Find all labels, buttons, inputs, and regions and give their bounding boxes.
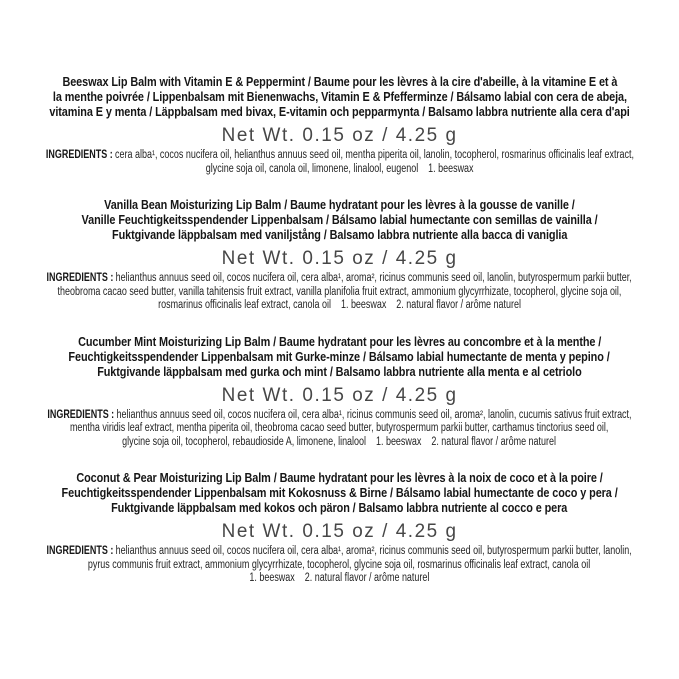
section-vanilla-bean <box>0 198 679 313</box>
net-weight-text: Net Wt. 0.15 oz / 4.25 g <box>221 124 458 146</box>
product-title <box>0 335 679 380</box>
section-beeswax-vitamin-e-peppermint <box>0 75 679 176</box>
ingredients-line: glycine soja oil, tocopherol, rebaudioside A, limonene, linalool 1. beeswax 2. natural flavor / arôme naturel <box>122 435 557 448</box>
section-cucumber-mint <box>0 335 679 450</box>
net-weight <box>0 520 679 542</box>
ingredients-line: theobroma cacao seed butter, vanilla tahitensis fruit extract, vanilla planifolia fruit extract, ammonium glycyrrhizate, tocopherol, glycine soja oil, <box>57 285 622 298</box>
net-weight-text: Net Wt. 0.15 oz / 4.25 g <box>221 383 458 406</box>
ingredients-list <box>0 272 679 313</box>
title-line: Fuktgivande läppbalsam med kokos och päron / Balsamo labbra nutriente al cocco e pera <box>111 501 568 515</box>
ingredients-label: INGREDIENTS : <box>45 149 113 161</box>
net-weight-text: Net Wt. 0.15 oz / 4.25 g <box>221 247 458 269</box>
title-line: Vanilla Bean Moisturizing Lip Balm / Baume hydratant pour les lèvres à la gousse de vanille / <box>104 198 575 212</box>
ingredients-list <box>0 409 679 450</box>
title-line: Vanille Feuchtigkeitsspendender Lippenbalsam / Bálsamo labial humectante con semillas de vainilla / <box>81 213 598 227</box>
title-line: Fuktgivande läppbalsam med vaniljstång / Balsamo labbra nutriente alla bacca di vaniglia <box>111 228 568 242</box>
ingredients-line: helianthus annuus seed oil, cocos nucifera oil, cera alba¹, aroma², ricinus communis seed oil, lanolin, butyrospermum parkii butter, <box>116 272 633 284</box>
net-weight <box>0 247 679 269</box>
net-weight-text: Net Wt. 0.15 oz / 4.25 g <box>221 520 458 542</box>
section-coconut-pear <box>0 471 679 586</box>
net-weight <box>0 384 679 406</box>
title-line: vitamina E y menta / Läppbalsam med bivax, E-vitamin och pepparmynta / Balsamo labbra nutriente alla cera d'api <box>49 105 630 119</box>
product-title <box>0 471 679 516</box>
title-line: Feuchtigkeitsspendender Lippenbalsam mit Kokosnuss & Birne / Bálsamo labial humectante de coco y pera / <box>61 486 618 500</box>
ingredients-line: mentha viridis leaf extract, mentha piperita oil, theobroma cacao seed butter, butyrospermum parkii butter, carthamus tinctorius seed oil, <box>70 422 609 434</box>
ingredients-label: INGREDIENTS : <box>46 545 114 557</box>
ingredients-line: helianthus annuus seed oil, cocos nucifera oil, cera alba¹, aroma², ricinus communis seed oil, butyrospermum parkii butter, lanolin, <box>116 545 633 557</box>
net-weight <box>0 124 679 146</box>
ingredients-list <box>0 545 679 586</box>
ingredients-line: rosmarinus officinalis leaf extract, canola oil 1. beeswax 2. natural flavor / arôme naturel <box>158 299 521 311</box>
ingredients-line: 1. beeswax 2. natural flavor / arôme naturel <box>249 572 430 584</box>
title-line: Feuchtigkeitsspendender Lippenbalsam mit Gurke-minze / Bálsamo labial humectante de menta y pepino / <box>68 349 611 364</box>
ingredients-line: cera alba¹, cocos nucifera oil, helianthus annuus seed oil, mentha piperita oil, lanolin, tocopherol, rosmarinus officinalis leaf extract, <box>114 149 634 161</box>
title-line: la menthe poivrée / Lippenbalsam mit Bienenwachs, Vitamin E & Pfefferminze / Bálsamo labial con cera de abeja, <box>52 90 627 104</box>
ingredients-line: pyrus communis fruit extract, ammonium glycyrrhizate, tocopherol, glycine soja oil, rosmarinus officinalis leaf extract, canola oil <box>88 558 591 571</box>
title-line: Coconut & Pear Moisturizing Lip Balm / Baume hydratant pour les lèvres à la noix de coco et à la poire / <box>76 471 603 485</box>
ingredients-list <box>0 149 679 176</box>
product-title <box>0 198 679 243</box>
product-title <box>0 75 679 120</box>
ingredients-label: INGREDIENTS : <box>46 272 114 284</box>
title-line: Cucumber Mint Moisturizing Lip Balm / Baume hydratant pour les lèvres au concombre et à la menthe / <box>77 334 602 349</box>
title-line: Fuktgivande läppbalsam med gurka och mint / Balsamo labbra nutriente alla menta e al cetriolo <box>97 364 582 379</box>
title-line: Beeswax Lip Balm with Vitamin E & Peppermint / Baume pour les lèvres à la cire d'abeille, à la vitamine E et à <box>62 75 617 89</box>
ingredients-line: helianthus annuus seed oil, cocos nucifera oil, cera alba¹, ricinus communis seed oil, aroma², lanolin, cucumis sativus fruit extract, <box>116 408 632 421</box>
ingredients-line: glycine soja oil, canola oil, limonene, linalool, eugenol 1. beeswax <box>205 162 474 175</box>
ingredients-label: INGREDIENTS : <box>47 408 115 421</box>
